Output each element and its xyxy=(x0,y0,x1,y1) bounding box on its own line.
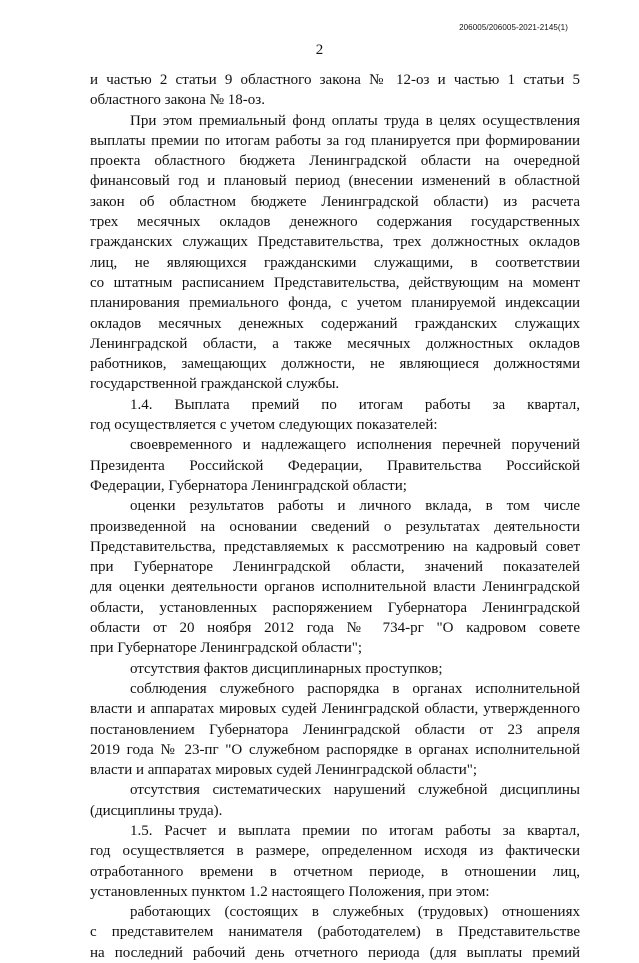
text-line: и частью 2 статьи 9 областного закона № 12-оз и частью 1 статьи 5 xyxy=(90,72,580,88)
text-line: областного закона № 18-оз. xyxy=(90,92,265,109)
text-line: окладов месячных денежных содержаний гражданских служащих xyxy=(90,315,580,332)
text-line: планирования премиального фонда, с учетом планируемой индексации xyxy=(90,295,580,312)
text-line: 1.4. Выплата премий по итогам работы за квартал, xyxy=(130,396,580,413)
text-line: с представителем нанимателя (работодателем) в Представительстве xyxy=(90,924,580,941)
page-number: 2 xyxy=(315,42,324,58)
text-line: области, установленных распоряжением Губернатора Ленинградской xyxy=(90,599,580,616)
text-line: закон об областном бюджете Ленинградской области) из расчета xyxy=(90,193,580,210)
text-line: отработанного времени в отчетном периоде, в отношении лиц, xyxy=(90,863,580,880)
text-line: При этом премиальный фонд оплаты труда в целях осуществления xyxy=(130,112,580,129)
text-line: Представительства, представляемых к рассмотрению на кадровый совет xyxy=(90,538,580,555)
text-line: установленных пунктом 1.2 настоящего Положения, при этом: xyxy=(90,883,490,900)
text-line: 2019 года № 23-пг "О служебном распорядке в органах исполнительной xyxy=(90,741,580,758)
text-line: для оценки деятельности органов исполнительной власти Ленинградской xyxy=(90,579,580,596)
text-line: отсутствия систематических нарушений служебной дисциплины xyxy=(130,782,580,799)
text-line: Ленинградской области, а также месячных должностных окладов xyxy=(90,335,580,352)
text-line: гражданских служащих Представительства, трех должностных окладов xyxy=(90,234,580,251)
text-line: со штатным расписанием Представительства, действующим на момент xyxy=(90,274,580,291)
text-line: своевременного и надлежащего исполнения перечней поручений xyxy=(130,437,580,454)
text-line: оценки результатов работы и личного вклада, в том числе xyxy=(130,498,580,515)
text-line: проекта областного бюджета Ленинградской области на очередной xyxy=(90,153,580,170)
text-line: Федерации, Губернатора Ленинградской области; xyxy=(90,477,407,494)
text-line: год осуществляется в размере, определенном исходя из фактически xyxy=(90,843,580,860)
text-line: государственной гражданской службы. xyxy=(90,376,340,393)
text-line: год осуществляется с учетом следующих показателей: xyxy=(90,417,438,434)
text-line: власти и аппаратах мировых судей Ленинградской области"; xyxy=(90,762,478,779)
text-line: трех месячных окладов денежного содержания государственных xyxy=(90,214,580,231)
text-line: произведенной на основании сведений о результатах деятельности xyxy=(90,518,580,535)
text-line: власти и аппаратах мировых судей Ленинградской области, утвержденного xyxy=(90,701,580,718)
text-line: на последний рабочий день отчетного периода (для выплаты премий xyxy=(90,944,580,961)
text-line: лиц, не являющихся гражданскими служащими, в соответствии xyxy=(90,254,580,271)
text-line: отсутствия фактов дисциплинарных проступков; xyxy=(130,660,443,677)
text-line: 1.5. Расчет и выплата премии по итогам работы за квартал, xyxy=(130,822,580,839)
document-body xyxy=(90,70,580,963)
text-line: работников, замещающих должности, не являющиеся должностями xyxy=(90,356,580,373)
text-line: области от 20 ноября 2012 года № 734-рг "О кадровом совете xyxy=(90,620,580,637)
text-line: соблюдения служебного распорядка в органах исполнительной xyxy=(130,680,580,697)
text-line: выплаты премии по итогам работы за год планируется при формировании xyxy=(90,132,580,149)
text-line: при Губернаторе Ленинградской области"; xyxy=(90,640,363,657)
text-line: работающих (состоящих в служебных (трудовых) отношениях xyxy=(130,904,580,921)
text-line: (дисциплины труда). xyxy=(90,802,223,819)
document-id-label: 206005/206005-2021-2145(1) xyxy=(459,23,568,32)
text-line: при Губернаторе Ленинградской области, значений показателей xyxy=(90,559,580,576)
text-line: постановлением Губернатора Ленинградской области от 23 апреля xyxy=(90,721,580,738)
text-line: Президента Российской Федерации, Правительства Российской xyxy=(90,457,580,474)
text-line: финансовый год и плановый период (внесении изменений в областной xyxy=(90,173,580,190)
